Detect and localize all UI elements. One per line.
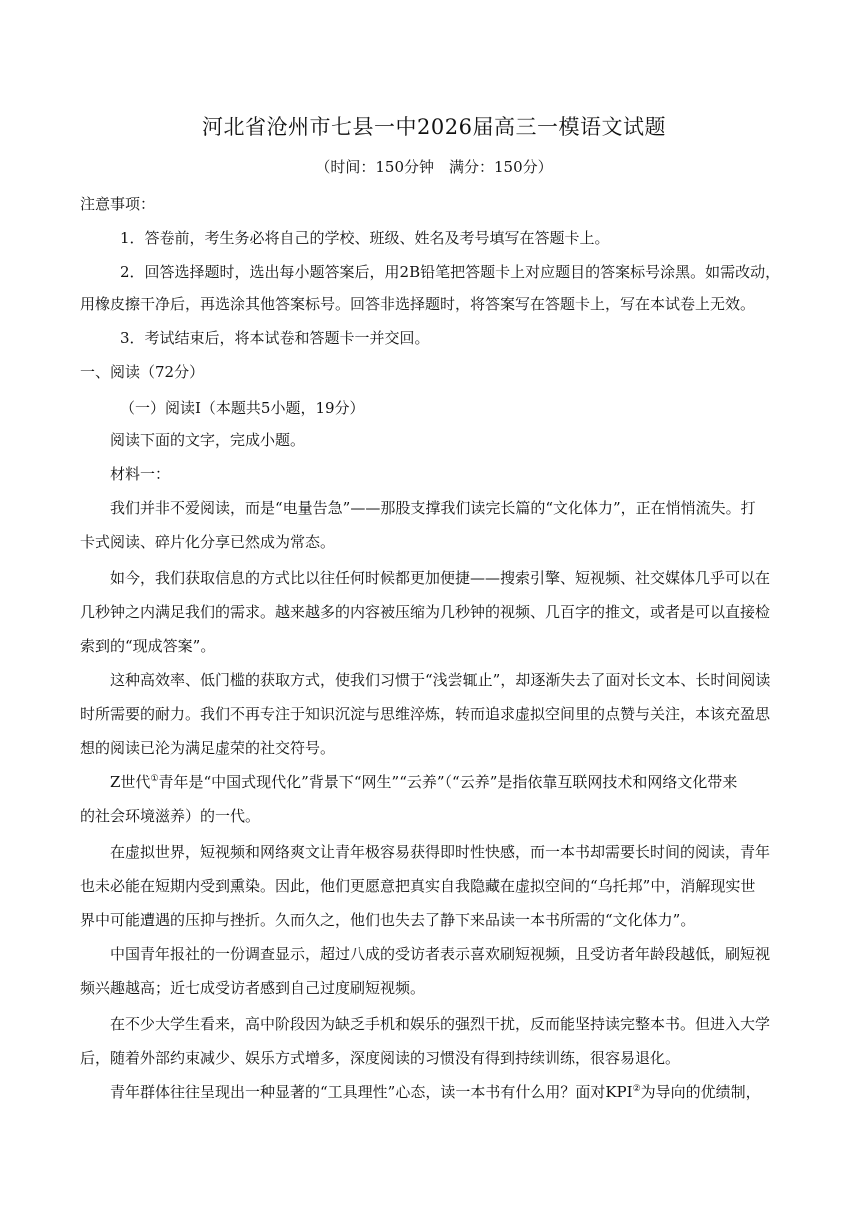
paragraph-2-line-1: 如今，我们获取信息的方式比以往任何时候都更加便捷——搜索引擎、短视频、社交媒体几乎可以在: [110, 569, 771, 587]
paragraph-6-line-2: 频兴趣越高；近七成受访者感到自己过度刷短视频。: [80, 979, 426, 997]
notice-item-2-line-1: 2．回答选择题时，选出每小题答案后，用2B铅笔把答题卡上对应题目的答案标号涂黑。如需改动，: [120, 263, 781, 281]
paragraph-3-line-3: 想的阅读已沦为满足虚荣的社交符号。: [80, 739, 336, 757]
notice-item-1: 1．答卷前，考生务必将自己的学校、班级、姓名及考号填写在答题卡上。: [120, 229, 610, 247]
paragraph-1-line-2: 卡式阅读、碎片化分享已然成为常态。: [80, 533, 336, 551]
paragraph-3-line-2: 时所需要的耐力。我们不再专注于知识沉淀与思维淬炼，转而追求虚拟空间里的点赞与关注，本该充盈思: [80, 705, 771, 723]
section-heading: 一、阅读（72分）: [80, 363, 205, 381]
paragraph-8-line-1: [110, 1076, 792, 1108]
paragraph-4-text-b: 青年是“中国式现代化”背景下“网生”“云养”（“云养”是指依靠互联网技术和网络文化带来: [158, 773, 738, 791]
material-label: 材料一：: [110, 465, 171, 483]
subsection-heading: （一）阅读Ⅰ（本题共5小题，19分）: [120, 399, 365, 417]
footnote-marker-2: ②: [632, 1084, 641, 1094]
exam-title: 河北省沧州市七县一中2026届高三一模语文试题: [202, 115, 666, 139]
notice-heading: 注意事项：: [80, 195, 156, 213]
paragraph-6-line-1: 中国青年报社的一份调查显示，超过八成的受访者表示喜欢刷短视频，且受访者年龄段越低，刷短视: [110, 945, 771, 963]
paragraph-2-line-2: 几秒钟之内满足我们的需求。越来越多的内容被压缩为几秒钟的视频、几百字的推文，或者是可以直接检: [80, 603, 771, 621]
paragraph-7-line-1: 在不少大学生看来，高中阶段因为缺乏手机和娱乐的强烈干扰，反而能坚持读完整本书。但进入大学: [110, 1015, 771, 1033]
paragraph-3-line-1: 这种高效率、低门槛的获取方式，使我们习惯于“浅尝辄止”，却逐渐失去了面对长文本、长时间阅读: [110, 671, 771, 689]
notice-item-3: 3．考试结束后，将本试卷和答题卡一并交回。: [120, 329, 430, 347]
paragraph-2-line-3: 索到的“现成答案”。: [80, 637, 216, 655]
paragraph-4-line-1: [110, 766, 792, 798]
reading-instruction: 阅读下面的文字，完成小题。: [110, 431, 306, 449]
exam-time-score: （时间：150分钟 满分：150分）: [315, 158, 553, 176]
paragraph-7-line-2: 后，随着外部约束减少、娱乐方式增多，深度阅读的习惯没有得到持续训练，很容易退化。: [80, 1049, 681, 1067]
paragraph-5-line-2: 也未必能在短期内受到熏染。因此，他们更愿意把真实自我隐藏在虚拟空间的“乌托邦”中，消解现实世: [80, 877, 756, 895]
paragraph-5-line-1: 在虚拟世界，短视频和网络爽文让青年极容易获得即时性快感，而一本书却需要长时间的阅读，青年: [110, 843, 771, 861]
footnote-marker-1: ①: [150, 774, 159, 784]
paragraph-5-line-3: 界中可能遭遇的压抑与挫折。久而久之，他们也失去了静下来品读一本书所需的“文化体力”。: [80, 911, 696, 929]
paragraph-1-line-1: 我们并非不爱阅读，而是“电量告急”——那股支撑我们读完长篇的“文化体力”，正在悄悄流失。打: [110, 499, 756, 517]
paragraph-4-text-a: Z世代: [110, 773, 151, 791]
notice-item-2-line-2: 用橡皮擦干净后，再选涂其他答案标号。回答非选择题时，将答案写在答题卡上，写在本试卷上无效。: [80, 295, 756, 313]
paragraph-8-text-b: 为导向的优绩制，: [640, 1083, 761, 1101]
paragraph-8-text-a: 青年群体往往呈现出一种显著的“工具理性”心态，读一本书有什么用？面对KPI: [110, 1083, 633, 1101]
paragraph-4-line-2: 的社会环境滋养）的一代。: [80, 807, 261, 825]
